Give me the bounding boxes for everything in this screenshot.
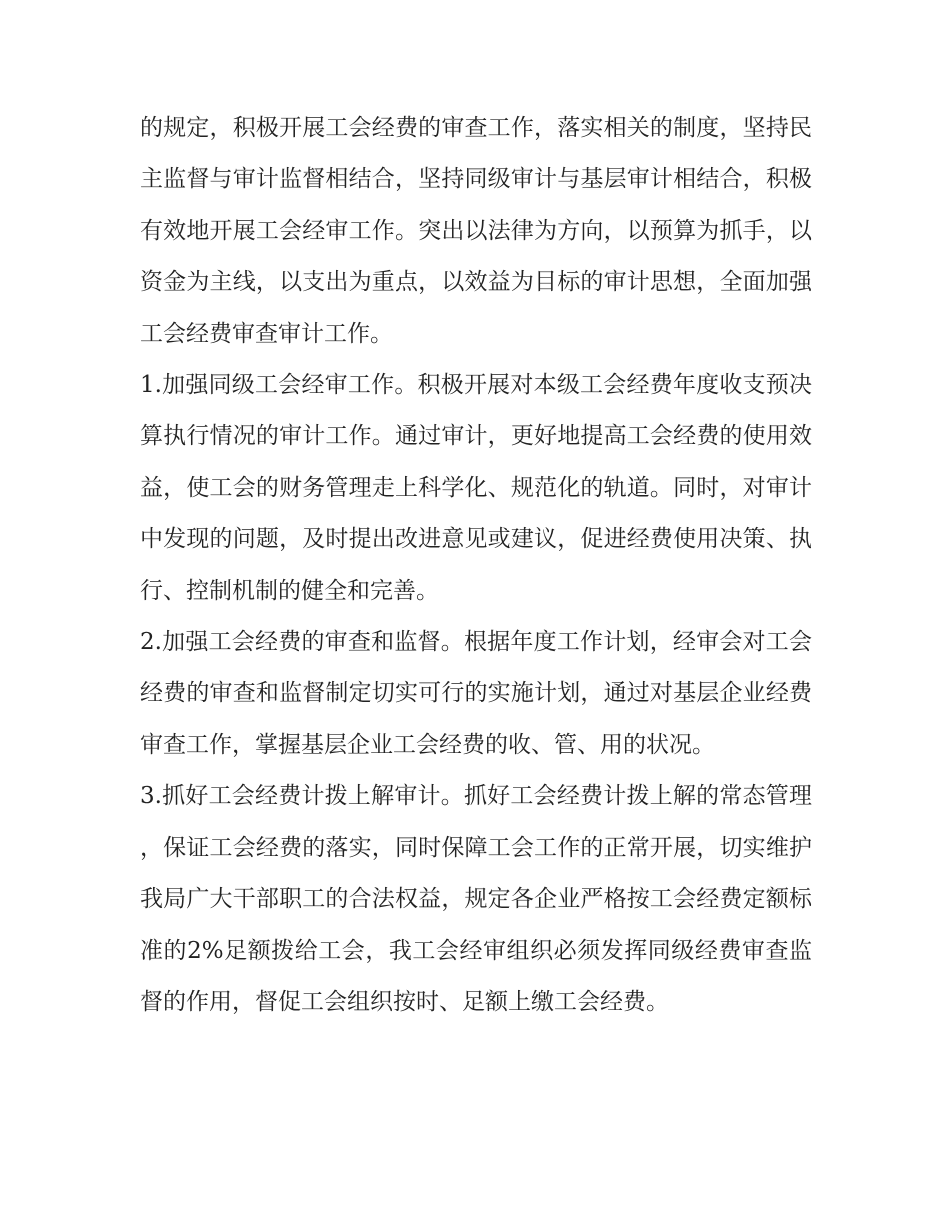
paragraph-item-1: 1.加强同级工会经审工作。积极开展对本级工会经费年度收支预决算执行情况的审计工作。通过审计，更好地提高工会经费的使用效益，使工会的财务管理走上科学化、规范化的轨道。同时，对审计中发现的问题，及时提出改进意见或建议，促进经费使用决策、执行、控制机制的健全和完善。	[140, 372, 812, 604]
paragraph-item-2: 2.加强工会经费的审查和监督。根据年度工作计划，经审会对工会经费的审查和监督制定切实可行的实施计划，通过对基层企业经费审查工作，掌握基层企业工会经费的收、管、用的状况。	[140, 629, 812, 758]
paragraph-item-3: 3.抓好工会经费计拨上解审计。抓好工会经费计拨上解的常态管理，保证工会经费的落实，同时保障工会工作的正常开展，切实维护我局广大干部职工的合法权益，规定各企业严格按工会经费定额标准的2%足额拨给工会，我工会经审组织必须发挥同级经费审查监督的作用，督促工会组织按时、足额上缴工会经费。	[140, 783, 812, 1015]
document-body	[140, 103, 812, 1028]
paragraph-intro: 的规定，积极开展工会经费的审查工作，落实相关的制度，坚持民主监督与审计监督相结合，坚持同级审计与基层审计相结合，积极有效地开展工会经审工作。突出以法律为方向，以预算为抓手，以资金为主线，以支出为重点，以效益为目标的审计思想，全面加强工会经费审查审计工作。	[140, 115, 812, 347]
